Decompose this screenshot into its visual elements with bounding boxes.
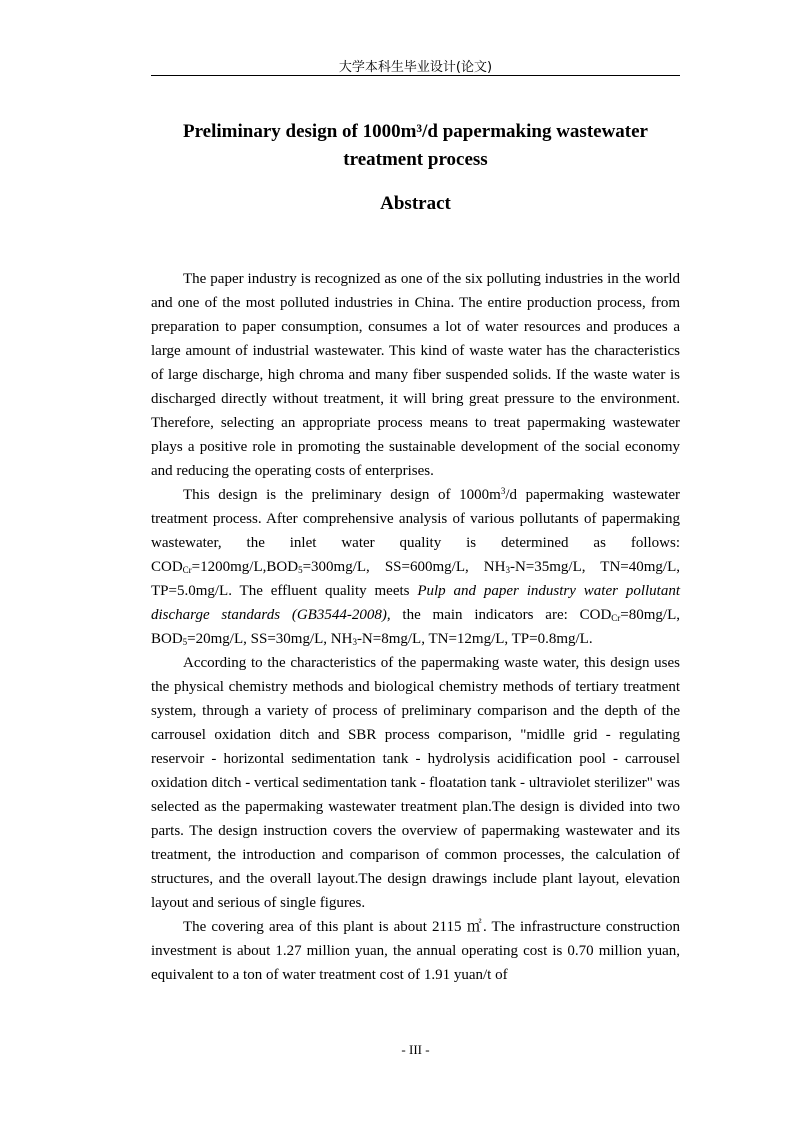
subscript: 3 [352,637,357,647]
paragraph-2 [151,483,680,651]
text-run: =1200mg/L,BOD [191,559,299,575]
paragraph-3: According to the characteristics of the papermaking waste water, this design uses the physical chemistry methods and biological chemistry methods of tertiary treatment system, through a variety of process of preliminary comparison and the depth of the carrousel oxidation ditch and SBR process comparison, "midlle grid - regulating reservoir - horizontal sedimentation tank - hydrolysis acidification pool - carrousel oxidation ditch - vertical sedimentation tank - floatation tank - ultraviolet sterilizer" was selected as the papermaking wastewater treatment plan.The design is divided into two parts. The design instruction covers the overview of papermaking wastewater and its treatment, the introduction and comparison of common processes, the calculation of structures, and the overall layout.The design drawings include plant layout, elevation layout and serious of single figures. [151,655,680,911]
page-header: 大学本科生毕业设计(论文) [338,60,493,75]
text-run: , the main indicators are: COD [386,607,612,623]
text-run: This design is the preliminary design of 1000m [183,487,501,503]
text-run: =80mg/L, BOD [151,607,680,647]
title-line-2: treatment process [343,149,488,170]
abstract-body [151,267,680,987]
text-run: =20mg/L, SS=30mg/L, NH [187,631,353,647]
superscript: 3 [500,486,506,496]
text-run: -N=8mg/L, TN=12mg/L, TP=0.8mg/L. [356,631,593,647]
subscript: Cr [182,565,192,575]
paragraph-4: The covering area of this plant is about 2115 ㎡. The infrastructure construction investment is about 1.27 million yuan, the annual operating cost is 0.70 million yuan, equivalent to a ton of water treatment cost of 1.91 yuan/t of [151,919,680,983]
paragraph-1: The paper industry is recognized as one of the six polluting industries in the world and one of the most polluted industries in China. The entire production process, from preparation to paper consumption, consumes a lot of water resources and produces a large amount of industrial wastewater. This kind of waste water has the characteristics of large discharge, high chroma and many fiber suspended solids. If the waste water is discharged directly without treatment, it will bring great pressure to the environment. Therefore, selecting an appropriate process means to treat papermaking wastewater plays a positive role in promoting the sustainable development of the social economy and reducing the operating costs of enterprises. [151,271,680,479]
title-line-1: Preliminary design of 1000m³/d papermaking wastewater [182,121,648,142]
text-run: =300mg/L, SS=600mg/L, NH [302,559,506,575]
document-title [151,118,680,174]
header-rule [151,75,680,76]
text-run: /d papermaking wastewater treatment process. After comprehensive analysis of various pollutants of papermaking wastewater, the inlet water quality is determined as follows: COD [151,487,680,575]
subscript: Cr [611,613,621,623]
subscript: 3 [505,565,510,575]
page-number: - III - [401,1042,430,1057]
subscript: 5 [298,565,303,575]
subscript: 5 [182,637,188,647]
standard-title: Pulp and paper industry water pollutant discharge standards (GB3544-2008) [151,583,680,623]
abstract-heading: Abstract [380,193,451,214]
text-run: -N=35mg/L, TN=40mg/L, TP=5.0mg/L. The effluent quality meets [151,559,681,599]
